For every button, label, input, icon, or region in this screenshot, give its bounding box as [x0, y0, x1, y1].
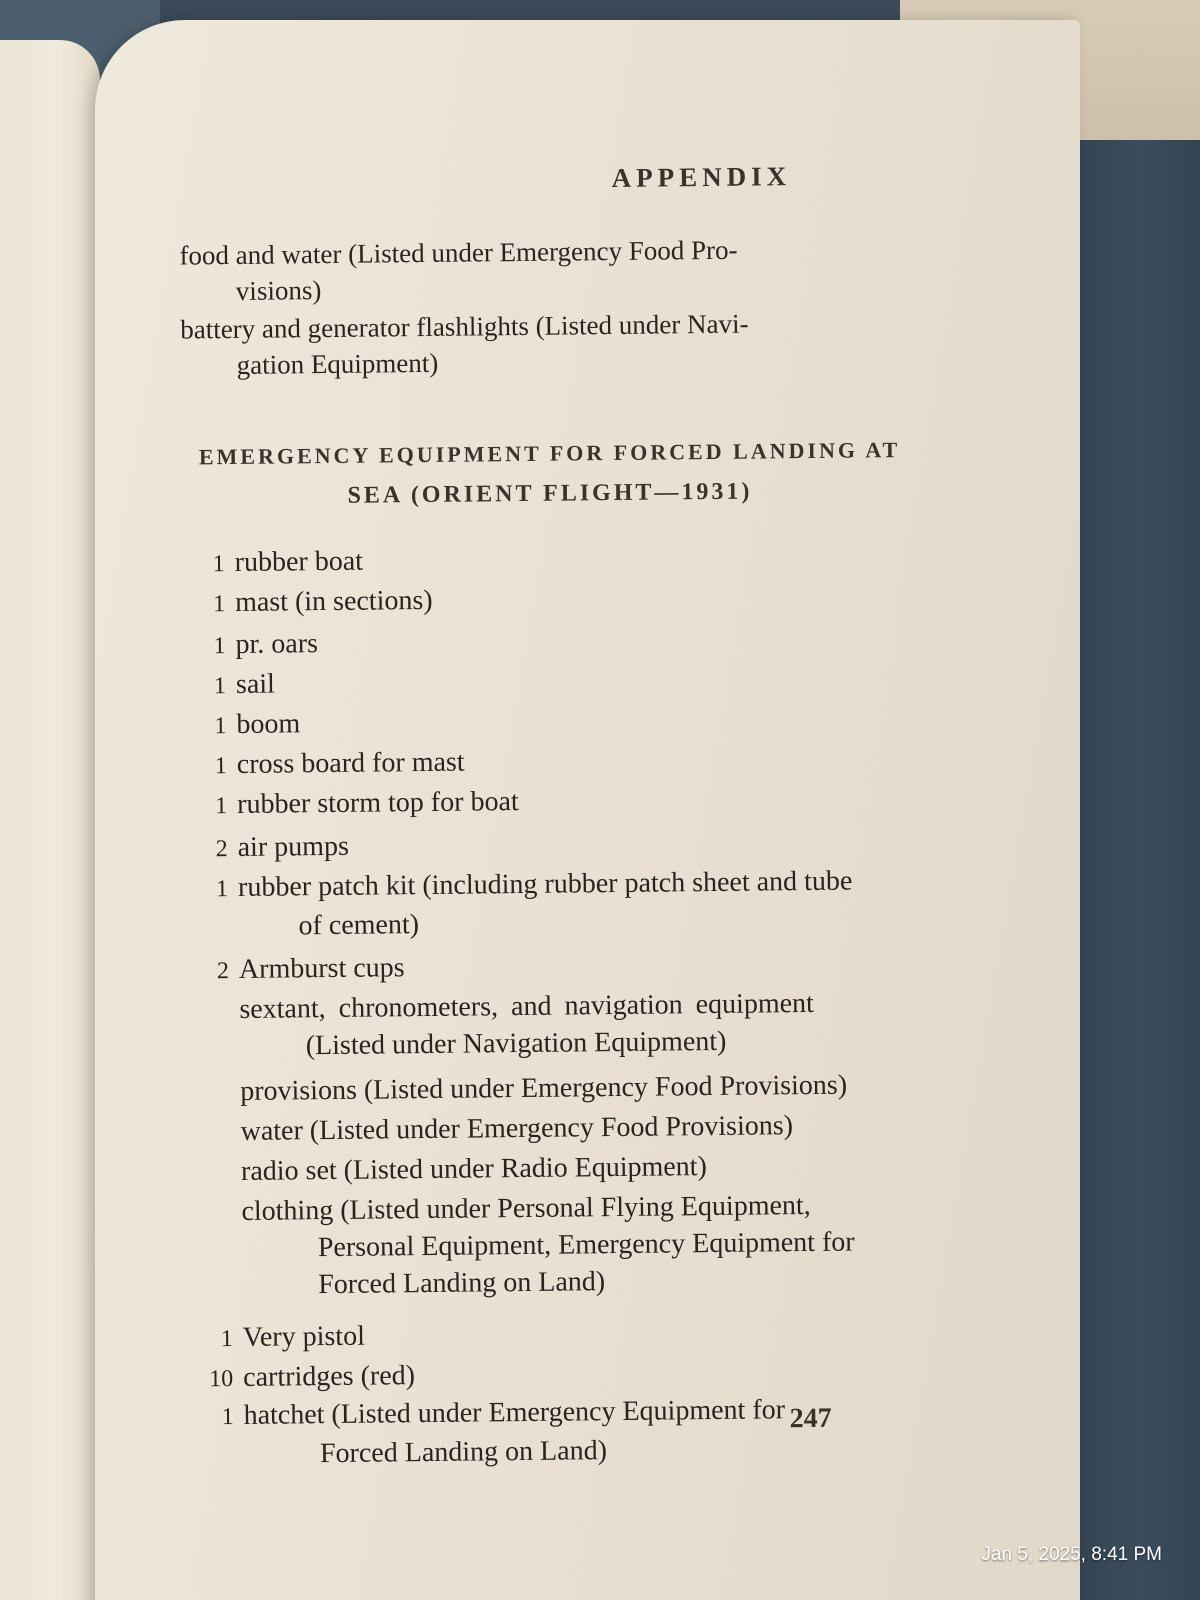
item-continuation: Personal Equipment, Emergency Equipment for	[317, 1226, 855, 1264]
item-text: provisions (Listed under Emergency Food Provisions)	[240, 1069, 848, 1107]
left-page	[0, 40, 100, 1600]
intro-entry-food-water	[179, 232, 738, 310]
list-item	[199, 1318, 366, 1359]
list-item	[193, 783, 519, 825]
list-item	[193, 828, 349, 869]
item-text: hatchet (Listed under Emergency Equipment for	[243, 1394, 786, 1431]
item-quantity: 1	[215, 793, 228, 820]
item-text: rubber boat	[234, 545, 364, 578]
photo-timestamp: Jan 5, 2025, 8:41 PM	[981, 1544, 1162, 1565]
item-quantity: 1	[220, 1326, 233, 1353]
item-text: boom	[236, 708, 301, 740]
entry-text: food and water (Listed under Emergency Food Pro-	[179, 234, 738, 271]
list-item	[191, 582, 433, 624]
list-item	[192, 666, 275, 706]
item-text: cartridges (red)	[243, 1360, 416, 1393]
item-quantity: 1	[213, 673, 227, 700]
running-head: APPENDIX	[611, 161, 792, 194]
item-text: mast (in sections)	[234, 584, 433, 618]
entry-continuation: gation Equipment)	[236, 347, 439, 380]
item-continuation: Forced Landing on Land)	[318, 1266, 606, 1301]
item-text: rubber patch kit (including rubber patch sheet and tube	[237, 865, 853, 903]
entry-text: battery and generator flashlights (Listed under Navi-	[180, 308, 749, 345]
item-quantity: 1	[212, 591, 226, 618]
section-title-line2: SEA (ORIENT FLIGHT—1931)	[347, 478, 753, 509]
list-item	[193, 744, 465, 786]
item-text: sail	[235, 668, 276, 700]
item-text: Very pistol	[242, 1320, 366, 1353]
item-quantity: 1	[212, 551, 225, 578]
item-text: cross board for mast	[236, 746, 465, 780]
item-quantity: 1	[213, 633, 226, 660]
item-text: air pumps	[237, 830, 350, 863]
list-item	[197, 1148, 707, 1190]
list-item	[199, 1357, 415, 1398]
item-quantity: 1	[214, 713, 227, 740]
item-continuation: (Listed under Navigation Equipment)	[305, 1025, 727, 1062]
list-item	[191, 625, 318, 665]
item-quantity: 2	[216, 958, 230, 985]
list-item	[197, 1187, 855, 1305]
item-quantity: 1	[221, 1404, 234, 1431]
list-item	[196, 1107, 793, 1150]
book-page	[95, 20, 1080, 1600]
list-item	[190, 543, 363, 584]
list-item	[195, 985, 814, 1065]
item-continuation: of cement)	[298, 909, 420, 942]
item-text: Armburst cups	[238, 952, 405, 985]
item-continuation: Forced Landing on Land)	[319, 1435, 608, 1470]
item-text: clothing (Listed under Personal Flying Equipment,	[241, 1189, 811, 1227]
item-text: sextant, chronometers, and navigation equipment	[239, 987, 815, 1025]
entry-continuation: visions)	[235, 275, 322, 306]
section-title	[179, 430, 920, 518]
item-quantity: 2	[215, 836, 228, 863]
list-item	[192, 705, 300, 745]
intro-entry-flashlights	[180, 306, 749, 384]
page-text-block	[135, 11, 1030, 1470]
item-quantity: 10	[209, 1366, 234, 1393]
section-title-line1: EMERGENCY EQUIPMENT FOR FORCED LANDING AT	[198, 437, 901, 470]
item-quantity: 1	[215, 876, 229, 903]
list-item	[199, 1391, 785, 1473]
item-text: water (Listed under Emergency Food Provisions)	[240, 1110, 794, 1147]
list-item	[196, 1067, 847, 1111]
item-text: radio set (Listed under Radio Equipment)	[240, 1151, 707, 1187]
item-text: rubber storm top for boat	[237, 786, 519, 820]
page-number: 247	[789, 1402, 832, 1435]
item-text: pr. oars	[235, 628, 319, 660]
item-quantity: 1	[214, 753, 227, 780]
list-item	[195, 949, 405, 990]
list-item	[194, 863, 853, 946]
